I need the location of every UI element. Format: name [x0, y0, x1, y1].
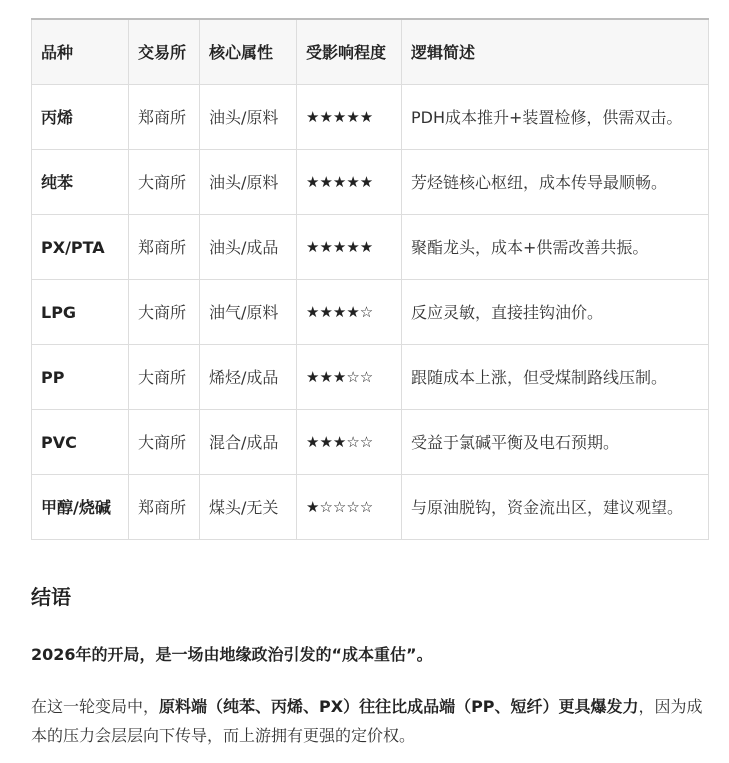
cell-impact: ★★★★★ — [297, 150, 402, 215]
table-row — [32, 345, 709, 410]
conclusion-body-bold: 原料端（纯苯、丙烯、PX）往往比成品端（PP、短纤）更具爆发力 — [159, 697, 639, 716]
cell-variety: 甲醇/烧碱 — [32, 475, 129, 540]
cell-impact: ★★★★★ — [297, 85, 402, 150]
impact-table — [31, 18, 709, 540]
cell-exchange: 大商所 — [129, 150, 200, 215]
conclusion-lead: 2026年的开局，是一场由地缘政治引发的“成本重估”。 — [31, 645, 433, 664]
table-row — [32, 150, 709, 215]
cell-impact: ★★★☆☆ — [297, 410, 402, 475]
cell-logic: PDH成本推升+装置检修，供需双击。 — [402, 85, 709, 150]
cell-exchange: 大商所 — [129, 280, 200, 345]
cell-impact: ★★★★★ — [297, 215, 402, 280]
cell-logic: 跟随成本上涨，但受煤制路线压制。 — [402, 345, 709, 410]
table-row — [32, 410, 709, 475]
cell-attribute: 混合/成品 — [200, 410, 297, 475]
cell-logic: 与原油脱钩，资金流出区，建议观望。 — [402, 475, 709, 540]
table-row — [32, 85, 709, 150]
cell-logic: 受益于氯碱平衡及电石预期。 — [402, 410, 709, 475]
cell-variety: 纯苯 — [32, 150, 129, 215]
cell-attribute: 油头/原料 — [200, 85, 297, 150]
cell-exchange: 大商所 — [129, 410, 200, 475]
cell-impact: ★★★☆☆ — [297, 345, 402, 410]
cell-exchange: 郑商所 — [129, 215, 200, 280]
cell-logic: 反应灵敏，直接挂钩油价。 — [402, 280, 709, 345]
cell-attribute: 烯烃/成品 — [200, 345, 297, 410]
header-impact: 受影响程度 — [297, 19, 402, 85]
cell-variety: PX/PTA — [32, 215, 129, 280]
cell-variety: PVC — [32, 410, 129, 475]
cell-logic: 芳烃链核心枢纽，成本传导最顺畅。 — [402, 150, 709, 215]
cell-attribute: 油气/原料 — [200, 280, 297, 345]
table-row — [32, 475, 709, 540]
table-row — [32, 215, 709, 280]
cell-variety: LPG — [32, 280, 129, 345]
header-attribute: 核心属性 — [200, 19, 297, 85]
header-exchange: 交易所 — [129, 19, 200, 85]
cell-impact: ★★★★☆ — [297, 280, 402, 345]
cell-exchange: 郑商所 — [129, 85, 200, 150]
conclusion-body-suffix: ，因为成本的压力会层层向下传导，而上游拥有更强的定价权。 — [31, 697, 703, 745]
cell-variety: PP — [32, 345, 129, 410]
conclusion-body-prefix: 在这一轮变局中， — [31, 697, 160, 716]
cell-impact: ★☆☆☆☆ — [297, 475, 402, 540]
cell-variety: 丙烯 — [32, 85, 129, 150]
conclusion-title: 结语 — [31, 585, 71, 609]
cell-attribute: 油头/成品 — [200, 215, 297, 280]
table-header-row — [32, 19, 709, 85]
conclusion-body — [31, 692, 711, 750]
cell-attribute: 煤头/无关 — [200, 475, 297, 540]
cell-exchange: 郑商所 — [129, 475, 200, 540]
header-logic: 逻辑简述 — [402, 19, 709, 85]
table-row — [32, 280, 709, 345]
cell-logic: 聚酯龙头，成本+供需改善共振。 — [402, 215, 709, 280]
cell-exchange: 大商所 — [129, 345, 200, 410]
header-variety: 品种 — [32, 19, 129, 85]
cell-attribute: 油头/原料 — [200, 150, 297, 215]
